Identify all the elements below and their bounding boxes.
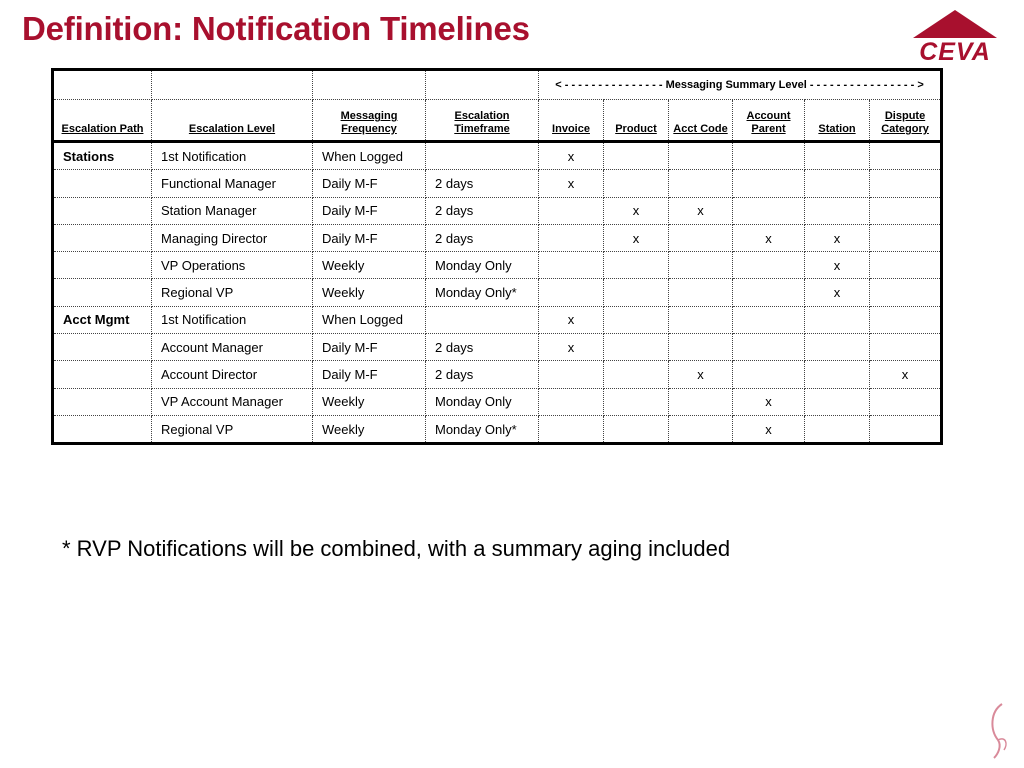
cell-invoice: x: [539, 142, 604, 170]
table-row: [53, 170, 942, 197]
cell-escalation-timeframe: 2 days: [426, 361, 539, 388]
cell-account-parent: x: [733, 415, 805, 443]
cell-product: [604, 334, 669, 361]
cell-dispute-category: [870, 197, 942, 224]
cell-acct-code: [669, 142, 733, 170]
cell-dispute-category: [870, 388, 942, 415]
table-row: [53, 279, 942, 306]
cell-dispute-category: [870, 170, 942, 197]
cell-messaging-frequency: Daily M-F: [313, 361, 426, 388]
cell-messaging-frequency: Weekly: [313, 279, 426, 306]
cell-product: [604, 142, 669, 170]
cell-messaging-frequency: When Logged: [313, 142, 426, 170]
cell-product: [604, 415, 669, 443]
cell-account-parent: [733, 361, 805, 388]
cell-station: [805, 306, 870, 333]
cell-invoice: x: [539, 306, 604, 333]
cell-invoice: [539, 224, 604, 251]
cell-account-parent: x: [733, 224, 805, 251]
cell-escalation-path: [53, 361, 152, 388]
table-row: [53, 252, 942, 279]
cell-account-parent: [733, 334, 805, 361]
cell-product: [604, 170, 669, 197]
cell-acct-code: x: [669, 197, 733, 224]
cell-station: x: [805, 279, 870, 306]
cell-station: [805, 361, 870, 388]
cell-escalation-level: Managing Director: [152, 224, 313, 251]
cell-product: [604, 388, 669, 415]
cell-product: [604, 361, 669, 388]
cell-acct-code: [669, 279, 733, 306]
cell-invoice: [539, 388, 604, 415]
cell-escalation-timeframe: Monday Only*: [426, 279, 539, 306]
cell-messaging-frequency: Daily M-F: [313, 197, 426, 224]
cell-messaging-frequency: When Logged: [313, 306, 426, 333]
cell-messaging-frequency: Weekly: [313, 388, 426, 415]
cell-acct-code: x: [669, 361, 733, 388]
col-header-escalation-path: Escalation Path: [53, 100, 152, 142]
cell-escalation-path: [53, 334, 152, 361]
cell-acct-code: [669, 415, 733, 443]
cell-messaging-frequency: Daily M-F: [313, 170, 426, 197]
cell-escalation-level: Functional Manager: [152, 170, 313, 197]
cell-escalation-level: 1st Notification: [152, 306, 313, 333]
cell-escalation-level: Regional VP: [152, 279, 313, 306]
decorative-swirl-icon: [984, 700, 1014, 760]
cell-station: [805, 415, 870, 443]
table-row: [53, 306, 942, 333]
cell-station: x: [805, 224, 870, 251]
table-row: [53, 388, 942, 415]
cell-messaging-frequency: Weekly: [313, 415, 426, 443]
cell-product: [604, 279, 669, 306]
cell-escalation-path: [53, 415, 152, 443]
cell-messaging-frequency: Daily M-F: [313, 334, 426, 361]
ceva-logo: [905, 8, 1005, 66]
cell-product: [604, 306, 669, 333]
cell-escalation-level: VP Account Manager: [152, 388, 313, 415]
col-header-acct-code: Acct Code: [669, 100, 733, 142]
cell-acct-code: [669, 170, 733, 197]
cell-escalation-timeframe: Monday Only: [426, 388, 539, 415]
cell-account-parent: [733, 197, 805, 224]
table-row: [53, 197, 942, 224]
cell-station: [805, 142, 870, 170]
cell-invoice: x: [539, 170, 604, 197]
cell-dispute-category: [870, 415, 942, 443]
cell-escalation-timeframe: [426, 306, 539, 333]
cell-dispute-category: x: [870, 361, 942, 388]
cell-escalation-path: Stations: [53, 142, 152, 170]
col-header-account-parent: Account Parent: [733, 100, 805, 142]
cell-invoice: [539, 361, 604, 388]
cell-escalation-path: [53, 279, 152, 306]
col-header-station: Station: [805, 100, 870, 142]
cell-messaging-frequency: Weekly: [313, 252, 426, 279]
cell-station: [805, 197, 870, 224]
cell-acct-code: [669, 388, 733, 415]
cell-dispute-category: [870, 142, 942, 170]
cell-escalation-timeframe: 2 days: [426, 224, 539, 251]
cell-escalation-level: Account Manager: [152, 334, 313, 361]
cell-product: x: [604, 224, 669, 251]
column-header-row: [53, 100, 942, 142]
summary-header-row: [53, 70, 942, 100]
cell-escalation-level: VP Operations: [152, 252, 313, 279]
logo-wordmark: CEVA: [919, 38, 991, 66]
cell-invoice: [539, 197, 604, 224]
cell-escalation-level: Account Director: [152, 361, 313, 388]
cell-escalation-path: [53, 388, 152, 415]
cell-escalation-path: [53, 170, 152, 197]
cell-account-parent: [733, 142, 805, 170]
cell-invoice: [539, 252, 604, 279]
cell-product: x: [604, 197, 669, 224]
cell-messaging-frequency: Daily M-F: [313, 224, 426, 251]
cell-dispute-category: [870, 334, 942, 361]
cell-acct-code: [669, 252, 733, 279]
cell-account-parent: [733, 170, 805, 197]
cell-escalation-level: 1st Notification: [152, 142, 313, 170]
cell-escalation-timeframe: [426, 142, 539, 170]
cell-acct-code: [669, 306, 733, 333]
cell-escalation-timeframe: Monday Only*: [426, 415, 539, 443]
cell-escalation-level: Regional VP: [152, 415, 313, 443]
cell-account-parent: [733, 279, 805, 306]
cell-escalation-timeframe: 2 days: [426, 170, 539, 197]
cell-account-parent: x: [733, 388, 805, 415]
cell-acct-code: [669, 224, 733, 251]
notification-timelines-table: [51, 68, 943, 445]
table-row: [53, 142, 942, 170]
cell-station: [805, 170, 870, 197]
cell-dispute-category: [870, 306, 942, 333]
cell-escalation-timeframe: 2 days: [426, 197, 539, 224]
cell-account-parent: [733, 252, 805, 279]
col-header-invoice: Invoice: [539, 100, 604, 142]
cell-escalation-path: Acct Mgmt: [53, 306, 152, 333]
col-header-escalation-timeframe: Escalation Timeframe: [426, 100, 539, 142]
messaging-summary-level-header: < - - - - - - - - - - - - - - - Messaging Summary Level - - - - - - - - - - - - - - - - >: [539, 70, 942, 100]
cell-station: [805, 334, 870, 361]
table-row: [53, 334, 942, 361]
table-row: [53, 361, 942, 388]
col-header-dispute-category: Dispute Category: [870, 100, 942, 142]
table-row: [53, 415, 942, 443]
col-header-messaging-frequency: Messaging Frequency: [313, 100, 426, 142]
table-row: [53, 224, 942, 251]
cell-escalation-path: [53, 224, 152, 251]
cell-escalation-path: [53, 197, 152, 224]
cell-acct-code: [669, 334, 733, 361]
cell-product: [604, 252, 669, 279]
cell-invoice: x: [539, 334, 604, 361]
cell-dispute-category: [870, 252, 942, 279]
cell-escalation-timeframe: 2 days: [426, 334, 539, 361]
cell-station: [805, 388, 870, 415]
col-header-escalation-level: Escalation Level: [152, 100, 313, 142]
footnote: * RVP Notifications will be combined, with a summary aging included: [62, 536, 731, 561]
cell-account-parent: [733, 306, 805, 333]
cell-escalation-timeframe: Monday Only: [426, 252, 539, 279]
page-title: Definition: Notification Timelines: [22, 10, 530, 47]
cell-escalation-level: Station Manager: [152, 197, 313, 224]
cell-invoice: [539, 415, 604, 443]
col-header-product: Product: [604, 100, 669, 142]
cell-invoice: [539, 279, 604, 306]
cell-escalation-path: [53, 252, 152, 279]
cell-dispute-category: [870, 224, 942, 251]
cell-dispute-category: [870, 279, 942, 306]
cell-station: x: [805, 252, 870, 279]
